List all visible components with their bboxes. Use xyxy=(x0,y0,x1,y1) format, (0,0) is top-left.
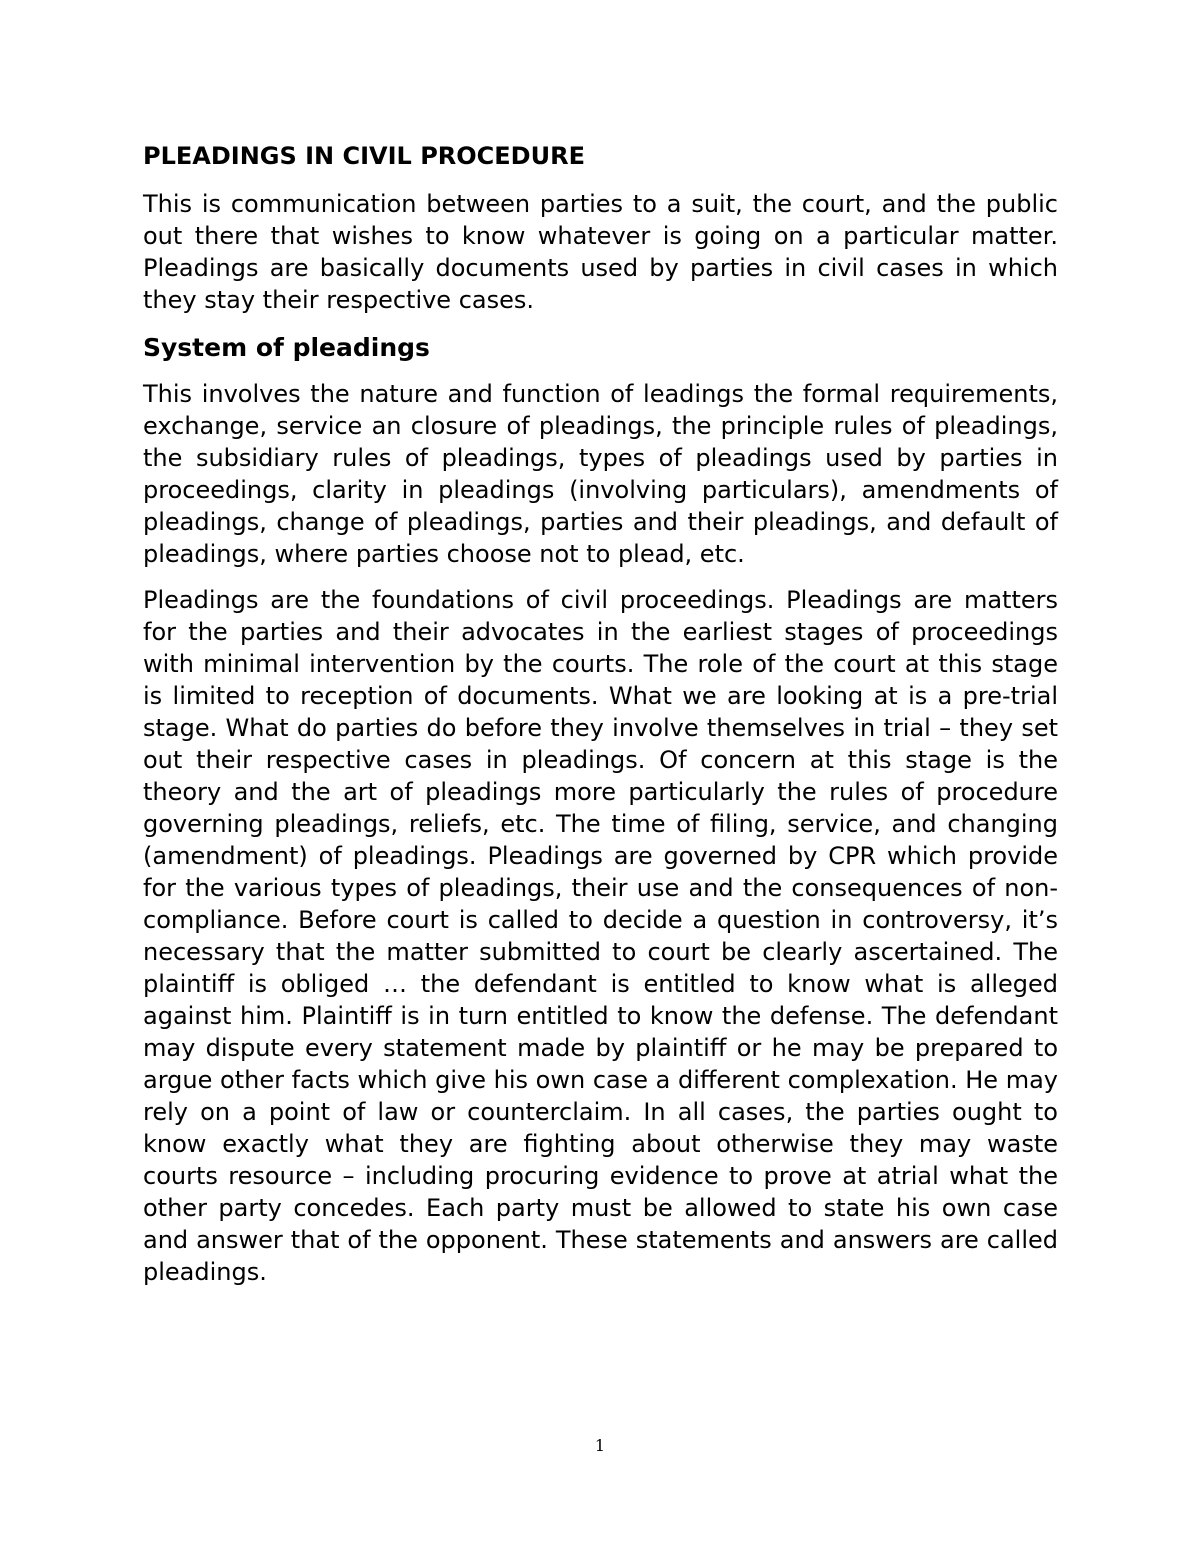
document-body xyxy=(143,138,1058,1302)
page-number: 1 xyxy=(594,1436,606,1455)
foundations-paragraph: Pleadings are the foundations of civil proceedings. Pleadings are matters for the parties and their advocates in the earliest stages of proceedings with minimal intervention by the courts. The role of the court at this stage is limited to reception of documents. What we are looking at is a pre-trial stage. What do parties do before they involve themselves in trial – they set out their respective cases in pleadings. Of concern at this stage is the theory and the art of pleadings more particularly the rules of procedure governing pleadings, reliefs, etc. The time of filing, service, and changing (amendment) of pleadings. Pleadings are governed by CPR which provide for the various types of pleadings, their use and the consequences of non-compliance. Before court is called to decide a question in controversy, it’s necessary that the matter submitted to court be clearly ascertained. The plaintiff is obliged … the defendant is entitled to know what is alleged against him. Plaintiff is in turn entitled to know the defense. The defendant may dispute every statement made by plaintiff or he may be prepared to argue other facts which give his own case a different complexation. He may rely on a point of law or counterclaim. In all cases, the parties ought to know exactly what they are fighting about otherwise they may waste courts resource – including procuring evidence to prove at atrial what the other party concedes. Each party must be allowed to state his own case and answer that of the opponent. These statements and answers are called pleadings. xyxy=(143,586,1058,1286)
system-paragraph: This involves the nature and function of leadings the formal requirements, exchange, service an closure of pleadings, the principle rules of pleadings, the subsidiary rules of pleadings, types of pleadings used by parties in proceedings, clarity in pleadings (involving particulars), amendments of pleadings, change of pleadings, parties and their pleadings, and default of pleadings, where parties choose not to plead, etc. xyxy=(143,380,1058,568)
document-title: PLEADINGS IN CIVIL PROCEDURE xyxy=(143,142,585,170)
intro-paragraph: This is communication between parties to a suit, the court, and the public out there that wishes to know whatever is going on a particular matter. Pleadings are basically documents used by parties in civil cases in which they stay their respective cases. xyxy=(143,190,1058,314)
section-heading: System of pleadings xyxy=(143,333,430,362)
